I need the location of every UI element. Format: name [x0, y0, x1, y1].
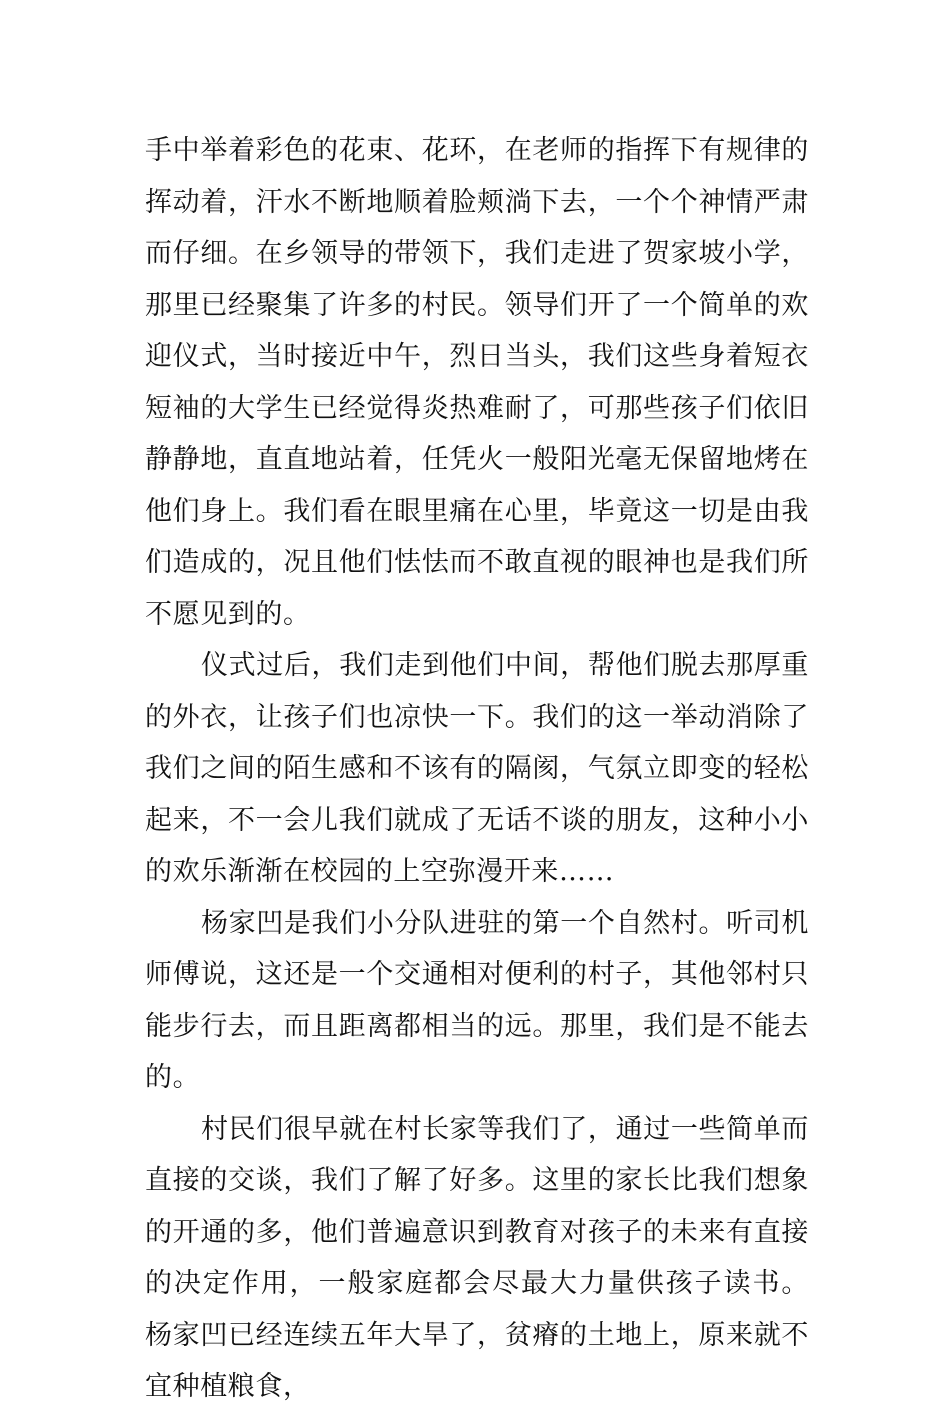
paragraph-2: 仪式过后，我们走到他们中间，帮他们脱去那厚重的外衣，让孩子们也凉快一下。我们的这一举动消除了我们之间的陌生感和不该有的隔阂，气氛立即变的轻松起来，不一会儿我们就成了无话不谈的朋友，这种小小的欢乐渐渐在校园的上空弥漫开来……	[145, 650, 809, 887]
paragraph-1: 手中举着彩色的花束、花环，在老师的指挥下有规律的挥动着，汗水不断地顺着脸颊淌下去，一个个神情严肃而仔细。在乡领导的带领下，我们走进了贺家坡小学，那里已经聚集了许多的村民。领导们开了一个简单的欢迎仪式，当时接近中午，烈日当头，我们这些身着短衣短袖的大学生已经觉得炎热难耐了，可那些孩子们依旧静静地，直直地站着，任凭火一般阳光毫无保留地烤在他们身上。我们看在眼里痛在心里，毕竟这一切是由我们造成的，况且他们怯怯而不敢直视的眼神也是我们所不愿见到的。	[145, 135, 809, 630]
paragraph-3: 杨家凹是我们小分队进驻的第一个自然村。听司机师傅说，这还是一个交通相对便利的村子，其他邻村只能步行去，而且距离都相当的远。那里，我们是不能去的。	[145, 907, 809, 1093]
paragraph-4: 村民们很早就在村长家等我们了，通过一些简单而直接的交谈，我们了解了好多。这里的家长比我们想象的开通的多，他们普遍意识到教育对孩子的未来有直接的决定作用，一般家庭都会尽最大力量供孩子读书。 杨家凹已经连续五年大旱了，贫瘠的土地上，原来就不宜种植粮食，	[145, 1113, 809, 1402]
body-text	[145, 125, 809, 1413]
